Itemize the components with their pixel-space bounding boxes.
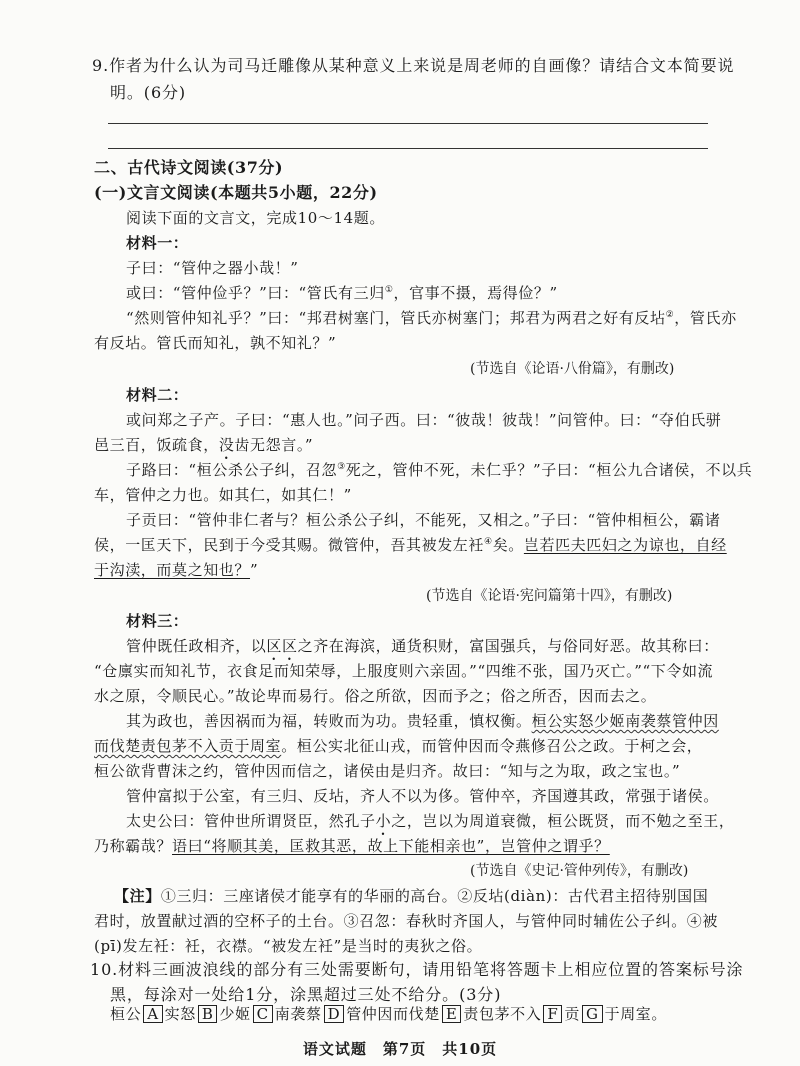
material-3-line-1: 管仲既任政相齐，以区区之齐在海滨，通货积财，富国强兵，与俗同好恶。故其称曰： — [126, 637, 719, 655]
material-2-line-4: 车，管仲之力也。如其仁，如其仁！” — [94, 486, 352, 504]
option-d[interactable]: D — [324, 1005, 345, 1023]
material-3-label: 材料三： — [126, 612, 189, 630]
note-line-1: 【注】①三归：三座诸侯才能享有的华丽的高台。②反坫(diàn)：古代君主招待别国国 — [114, 887, 709, 905]
note-line-2: 君时，放置献过酒的空杯子的土台。③召忽：春秋时齐国人，与管仲同时辅佐公子纠。④被 — [94, 912, 719, 930]
material-1-source: (节选自《论语·八佾篇》，有删改) — [470, 361, 675, 377]
material-1-line-4: 有反坫。管氏而知礼，孰不知礼？” — [94, 334, 337, 352]
option-b[interactable]: B — [198, 1005, 218, 1023]
question-10-line-2: 黑，每涂对一处给1分，涂黑超过三处不给分。(3分) — [110, 985, 502, 1004]
material-3-line-2: “仓廪实而知礼节，衣食足而知荣辱，上服度则六亲固。”“四维不张，国乃灭亡。”“下令如流 — [94, 662, 714, 680]
material-2-line-1: 或问郑之子产。子曰：“惠人也。”问子西。曰：“彼哉！彼哉！”问管仲。曰：“夺伯氏骈 — [126, 411, 722, 429]
option-a[interactable]: A — [143, 1005, 162, 1023]
answer-options: 桓公 A 实怒 B 少姬 C 南袭蔡 D 管仲因而伐楚 E 责包茅不入 F 贡 G 于周室。 — [110, 1005, 668, 1023]
underlined-sentence: 岂若匹夫匹妇之为谅也，自经 — [523, 536, 727, 554]
option-g[interactable]: G — [582, 1005, 603, 1023]
material-3-line-7: 管仲富拟于公室，有三归、反坫，齐人不以为侈。管仲卒，齐国遵其政，常强于诸侯。 — [126, 787, 719, 805]
subsection-title: (一)文言文阅读(本题共5小题，22分) — [94, 183, 378, 202]
option-c[interactable]: C — [253, 1005, 273, 1023]
material-2-line-6: 侯，一匡天下，民到于今受其赐。微管仲，吾其被发左衽④矣。岂若匹夫匹妇之为谅也，自经 — [94, 536, 727, 554]
material-2-line-7: 于沟渎，而莫之知也？” — [94, 561, 259, 579]
material-2-line-5: 子贡曰：“管仲非仁者与？桓公杀公子纠，不能死，又相之。”子曰：“管仲相桓公，霸诸 — [126, 511, 721, 529]
note-line-3: (pī)发左衽：衽，衣襟。“被发左衽”是当时的夷狄之俗。 — [94, 937, 483, 955]
material-2-line-2: 邑三百，饭疏食，没齿无怨言。” — [94, 436, 314, 454]
material-1-line-1: 子曰：“管仲之器小哉！” — [126, 259, 299, 277]
material-1-label: 材料一： — [126, 234, 189, 252]
material-3-line-4: 其为政也，善因祸而为福，转败而为功。贵轻重，慎权衡。桓公实怒少姬南袭蔡管仲因 — [126, 712, 719, 730]
question-10-line-1: 10.材料三画波浪线的部分有三处需要断句，请用铅笔将答题卡上相应位置的答案标号涂 — [90, 960, 744, 979]
option-e[interactable]: E — [442, 1005, 462, 1023]
material-3-line-8: 太史公曰：管仲世所谓贤臣，然孔子小之，岂以为周道衰微，桓公既贤，而不勉之至王， — [126, 812, 735, 830]
section-title: 二、古代诗文阅读(37分) — [94, 158, 284, 177]
question-9-line-2: 明。(6分) — [110, 83, 187, 102]
material-2-source: (节选自《论语·宪问篇第十四》，有删改) — [426, 588, 673, 604]
answer-line-1 — [108, 123, 708, 124]
material-3-line-5: 而伐楚责包茅不入贡于周室。桓公实北征山戎，而管仲因而令燕修召公之政。于柯之会， — [94, 737, 703, 755]
wavy-underlined-text: 桓公实怒少姬南袭蔡管仲因 — [531, 712, 719, 730]
material-1-line-3: “然则管仲知礼乎？”曰：“邦君树塞门，管氏亦树塞门；邦君为两君之好有反坫②，管氏亦 — [126, 309, 737, 327]
material-2-line-3: 子路曰：“桓公杀公子纠，召忽③死之，管仲不死，未仁乎？”子曰：“桓公九合诸侯，不以兵 — [126, 461, 753, 479]
page-footer: 语文试题 第7页 共10页 — [302, 1040, 498, 1058]
material-3-line-6: 桓公欲背曹沫之约，管仲因而信之，诸侯由是归齐。故曰：“知与之为取，政之宝也。” — [94, 762, 681, 780]
option-f[interactable]: F — [543, 1005, 562, 1023]
material-2-label: 材料二： — [126, 386, 189, 404]
material-3-source: (节选自《史记·管仲列传》，有删改) — [470, 863, 689, 879]
material-3-line-9: 乃称霸哉？语曰“将顺其美，匡救其恶，故上下能相亲也”，岂管仲之谓乎？ — [94, 837, 610, 855]
answer-line-2 — [108, 148, 708, 149]
material-1-line-2: 或曰：“管仲俭乎？”曰：“管氏有三归①，官事不摄，焉得俭？” — [126, 284, 558, 302]
material-3-line-3: 水之原，令顺民心。”故论卑而易行。俗之所欲，因而予之；俗之所否，因而去之。 — [94, 687, 657, 705]
question-9-line-1: 9.作者为什么认为司马迁雕像从某种意义上来说是周老师的自画像？请结合文本简要说 — [92, 56, 735, 75]
instruction: 阅读下面的文言文，完成10～14题。 — [126, 209, 385, 227]
